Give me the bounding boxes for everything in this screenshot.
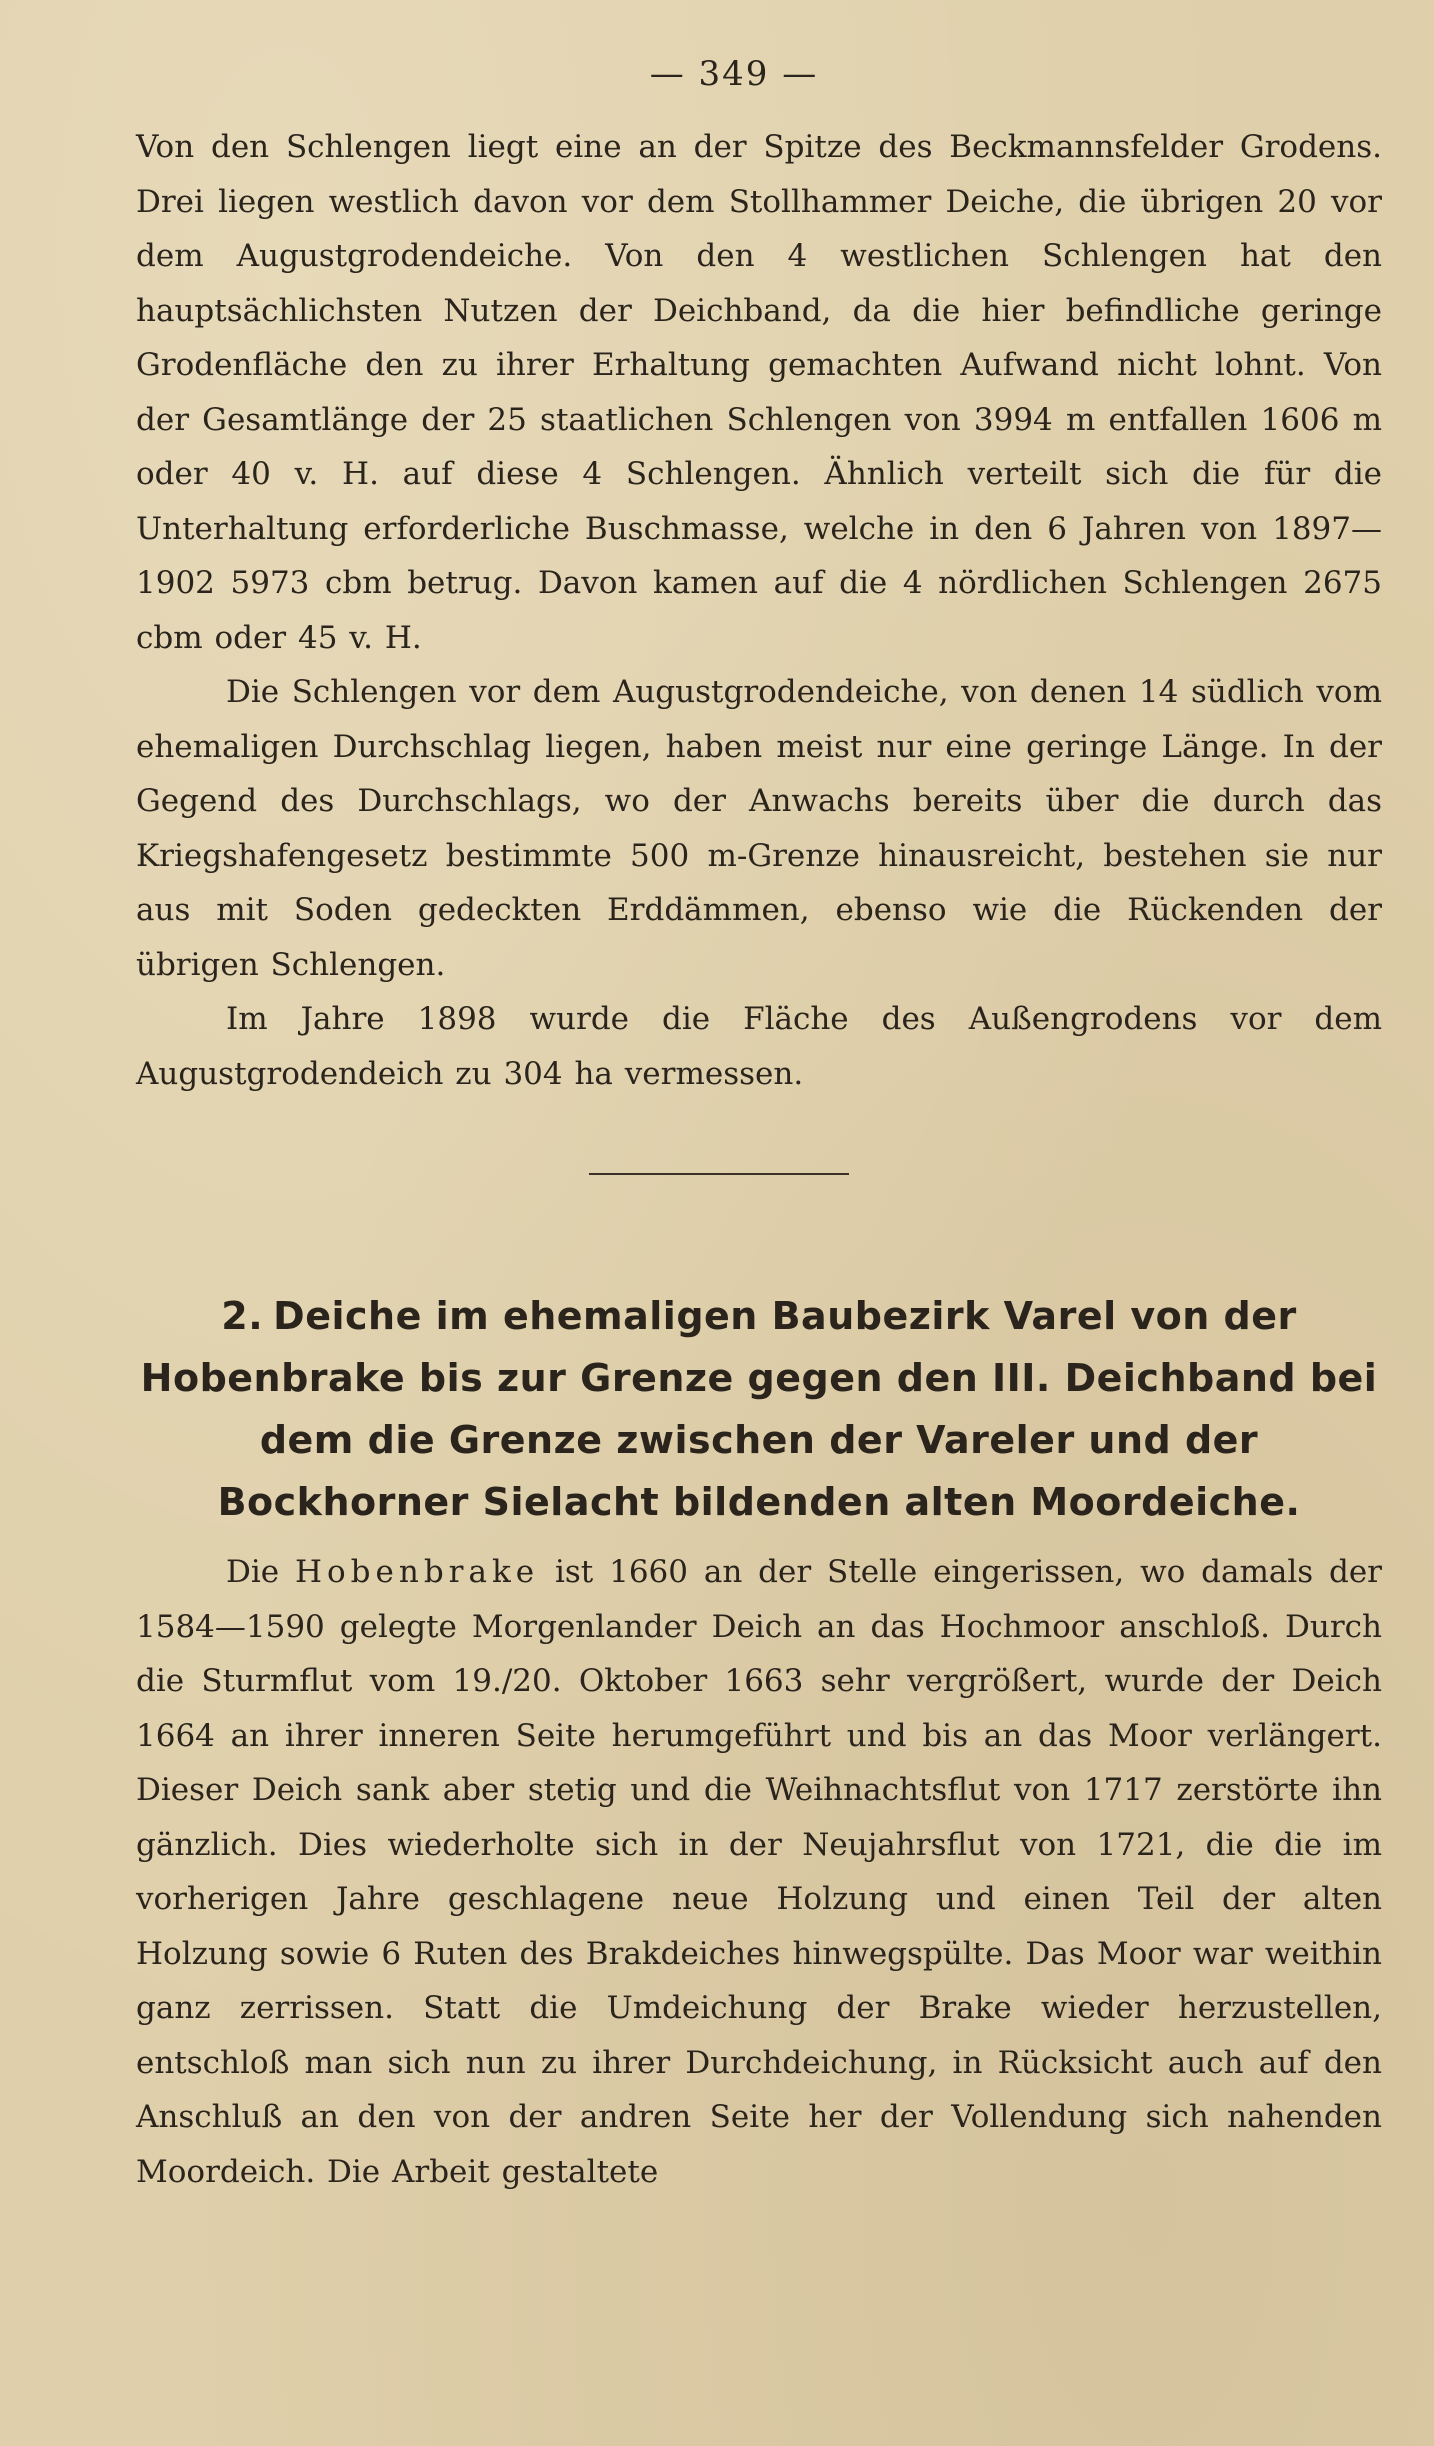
section-heading-text: Deiche im ehemaligen Baubezirk Varel von der Hobenbrake bis zur Grenze gegen den III. Deichband bei dem die Grenze zwischen der Vareler und der Bockhorner Sielacht bildenden alten Moordeiche. — [140, 1294, 1378, 1524]
paragraph-aussengroden-1898: Im Jahre 1898 wurde die Fläche des Außengrodens vor dem Augustgrodendeich zu 304 ha vermessen. — [136, 1001, 1382, 1092]
paragraph-hobenbrake-text: ist 1660 an der Stelle eingerissen, wo damals der 1584—1590 gelegte Morgenlander Deich an das Hochmoor anschloß. Durch die Sturmflut vom 19./20. Oktober 1663 sehr vergrößert, wurde der Deich 1664 an ihrer inneren Seite herumgeführt und bis an das Moor verlängert. Dieser Deich sank aber stetig und die Weihnachtsflut von 1717 zerstörte ihn gänzlich. Dies wiederholte sich in der Neujahrsflut von 1721, die die im vorherigen Jahre geschlagene neue Holzung und einen Teil der alten Holzung sowie 6 Ruten des Brakdeiches hinwegspülte. Das Moor war weithin ganz zerrissen. Statt die Umdeichung der Brake wieder herzustellen, entschloß man sich nun zu ihrer Durchdeichung, in Rücksicht auch auf den Anschluß an den von der andren Seite her der Vollendung sich nahenden Moordeich. Die Arbeit gestaltete — [136, 1554, 1383, 2190]
paragraph-hobenbrake-lead: Die — [226, 1554, 280, 1590]
section-divider-rule — [589, 1173, 849, 1175]
section-varel-deiche — [136, 1545, 1382, 2199]
section-schlengen — [136, 120, 1382, 1101]
paragraph-hobenbrake — [136, 1545, 1382, 2199]
paragraph-hobenbrake-emphasis: Hobenbrake — [294, 1554, 540, 1590]
section-number: 2. — [221, 1294, 264, 1338]
paragraph-schlengen-augustgroden: Die Schlengen vor dem Augustgrodendeiche, von denen 14 südlich vom ehemaligen Durchschlag liegen, haben meist nur eine geringe Länge. In der Gegend des Durchschlags, wo der Anwachs bereits über die durch das Kriegshafengesetz bestimmte 500 m-Grenze hinausreicht, bestehen sie nur aus mit Soden gedeckten Erddämmen, ebenso wie die Rückenden der übrigen Schlengen. — [136, 674, 1382, 983]
paragraph-schlengen-overview: Von den Schlengen liegt eine an der Spitze des Beckmannsfelder Grodens. Drei liegen westlich davon vor dem Stollhammer Deiche, die übrigen 20 vor dem Augustgrodendeiche. Von den 4 westlichen Schlengen hat den hauptsächlichsten Nutzen der Deichband, da die hier befindliche geringe Grodenfläche den zu ihrer Erhaltung gemachten Aufwand nicht lohnt. Von der Gesamtlänge der 25 staatlichen Schlengen von 3994 m entfallen 1606 m oder 40 v. H. auf diese 4 Schlengen. Ähnlich verteilt sich die für die Unterhaltung erforderliche Buschmasse, welche in den 6 Jahren von 1897—1902 5973 cbm betrug. Davon kamen auf die 4 nördlichen Schlengen 2675 cbm oder 45 v. H. — [136, 129, 1382, 656]
section-heading — [136, 1285, 1382, 1533]
page-number: — 349 — — [649, 54, 819, 94]
